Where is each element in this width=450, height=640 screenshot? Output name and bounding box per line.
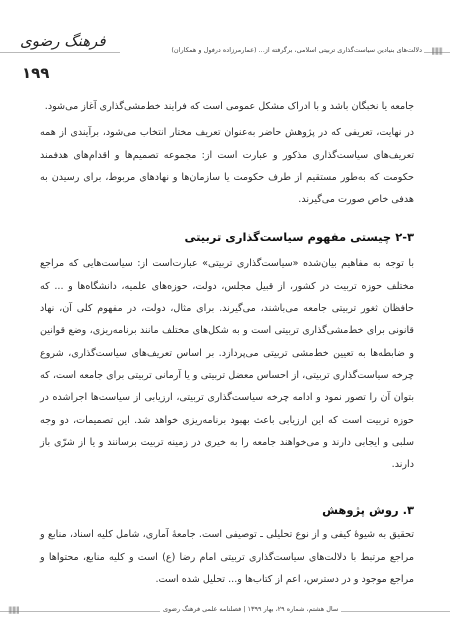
paragraph-2: در نهایت، تعریفی که در پژوهش حاضر به‌عنوان تعریف مختار انتخاب می‌شود، برآیندی از همه تعریف‌های سیاست‌گذاری مذکور و عبارت است از: مجموعه تصمیم‌ها و اقدام‌های هدفمند حکومت که به‌طور مستقیم از طرف حکومت یا سازمان‌ها و نهادهای مربوط، برای رسیدن به هدفی خاص صورت می‌گیرند. (40, 127, 414, 206)
footer-tick-marks: |||||||| (8, 606, 19, 614)
page-header (0, 32, 450, 64)
journal-logo: فرهنگ رضوی (16, 32, 110, 50)
paragraph-1: جامعه یا نخبگان باشد و با ادراک مشکل عمومی است که فرایند خط‌مشی‌گذاری آغاز می‌شود. (44, 101, 414, 112)
header-tick-marks: |||||||| (431, 47, 442, 55)
footer-citation: سال هشتم، شماره ۲۹، بهار ۱۳۹۹ | فصلنامه علمی فرهنگ رضوی (160, 605, 341, 613)
section-heading-3-2: ۲-۳ چیستی مفهوم سیاست‌گذاری تربیتی (184, 230, 414, 245)
running-title: دلالت‌های بنیادین سیاست‌گذاری تربیتی اسلامی، برگرفته از... (عمارمرزاده درفول و همکاران) (120, 44, 424, 56)
paragraph-3: با توجه به مفاهیم بیان‌شده «سیاست‌گذاری تربیتی» عبارت‌است از: سیاست‌هایی که مراجع مختلف حوزه تربیت در کشور، از قبیل مجلس، دولت، حوزه‌های علمیه، دانشگاه‌ها و ... که حافظان ثغور تربیتی جامعه می‌باشند، می‌گیرند. برای مثال، دولت، در مفهوم کلی آن، نهاد قانونی برای خط‌مشی‌گذاری تربیتی است و به شکل‌های مختلف مانند برنامه‌ریزی، وضع قوانین و ضابطه‌ها به تعیین خط‌مشی تربیتی می‌پردازد. بر اساس تعریف‌های سیاست‌گذاری، شروع چرخه سیاست‌گذاری تربیتی، از احساس معضل تربیتی و یا آرمانی تربیتی برای جامعه است، که بتوان آن را تصور نمود و ادامه چرخه سیاست‌گذاری تربیتی، ارزیابی از سیاست‌ها اجراشده در حوزه تربیت است که این ارزیابی باعث بهبود برنامه‌ریزی خواهد شد. این تصمیمات، دو وجه سلبی و ایجابی دارند و می‌خواهند جامعه را به خیری در زمینه تربیت برسانند و یا از شرّی باز دارند. (40, 258, 414, 471)
page-body (40, 96, 414, 591)
page-number: ۱۹۹ (22, 64, 50, 82)
paragraph-4: تحقیق به شیوهٔ کیفی و از نوع تحلیلی ـ توصیفی است. جامعهٔ آماری، شامل کلیه اسناد، منابع و مراجع مرتبط با دلالت‌های سیاست‌گذاری تربیتی امام رضا (ع) است و کلیه منابع، محتواها و مراجع موجود و در دسترس، اعم از کتاب‌ها و... تحلیل شده است. (40, 529, 414, 586)
section-heading-3: ۳. روش پژوهش (322, 503, 414, 518)
page-footer (0, 604, 450, 618)
